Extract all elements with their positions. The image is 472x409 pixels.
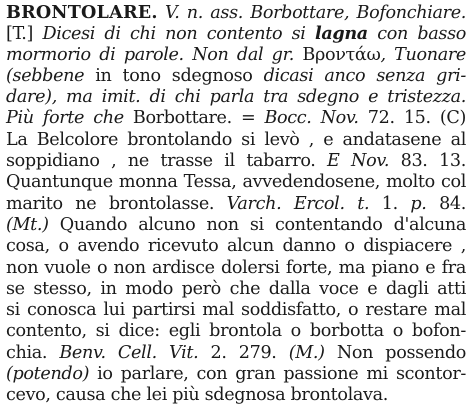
quotation-text: La Belcolore brontolando si levò , e andatasene al <box>6 129 466 150</box>
entry-line <box>6 130 466 151</box>
entry-text: Borbottare. = <box>132 108 265 129</box>
citation-source: p. <box>410 193 427 214</box>
entry-text: mormorio di parole. Non dal gr. <box>6 44 303 65</box>
entry-line <box>6 172 466 193</box>
quotation-text: si conosca lui partirsi mal soddisfatto, o restare mal <box>6 300 466 321</box>
citation-source: Bocc. Nov. <box>264 108 359 129</box>
tag-marker: [T.] <box>6 24 43 45</box>
entry-line <box>6 300 466 321</box>
quotation-text: contento, si dice: egli brontola o borbotta o bofon- <box>6 321 466 342</box>
entry-text: (sebbene <box>6 65 85 86</box>
quotation-text: Non possendo <box>324 342 466 363</box>
headword: BRONTOLARE. <box>6 2 158 23</box>
entry-line <box>6 23 466 44</box>
entry-line <box>6 321 466 342</box>
quotation-text: io parlare, con gran passione mi scontor- <box>89 364 466 385</box>
entry-line <box>6 151 466 172</box>
quotation-text: cosa, o avendo ricevuto alcun danno o dispiacere , <box>6 236 466 257</box>
entry-line <box>6 343 466 364</box>
citation-ref: 1. <box>369 193 411 214</box>
entry-text: dicasi anco senza gri- <box>263 65 467 86</box>
entry-line <box>6 45 466 66</box>
entry-line <box>6 2 466 23</box>
citation-source: (M.) <box>288 342 325 363</box>
quotation-text: non vuole o non ardisce dolersi forte, ma piano e fra <box>6 257 466 278</box>
quotation-text: se stesso, in modo però che dalla voce e dagli atti <box>6 278 466 299</box>
entry-line <box>6 279 466 300</box>
entry-text: Più forte che <box>6 108 133 129</box>
entry-text: , Tuonare <box>380 44 466 65</box>
entry-text: Dicesi di chi non contento si <box>42 24 315 45</box>
entry-line <box>6 236 466 257</box>
quotation-text: Quando alcuno non si contentando d'alcuna <box>48 214 466 235</box>
entry-text: con basso <box>367 24 466 45</box>
entry-line <box>6 385 466 406</box>
quotation-text: marito ne brontolasse. <box>6 193 227 214</box>
emphasized-term: lagna <box>314 23 368 45</box>
citation-source: (Mt.) <box>6 214 49 235</box>
entry-line <box>6 87 466 108</box>
entry-text: (potendo) <box>6 364 90 385</box>
quotation-text: chia. <box>6 342 60 363</box>
citation-source: Varch. Ercol. t. <box>226 193 370 214</box>
quotation-text: Quantunque monna Tessa, avvedendosene, molto col <box>6 172 466 193</box>
entry-line <box>6 194 466 215</box>
citation-ref: 83. 13. <box>389 151 466 172</box>
dictionary-entry <box>6 2 466 407</box>
entry-text: dare), ma imit. di chi parla tra sdegno e tristezza. <box>6 87 466 108</box>
grammar-definition: V. n. ass. Borbottare, Bofonchiare. <box>157 3 466 23</box>
quotation-text: soppidiano , ne trasse il tabarro. <box>6 151 328 172</box>
entry-line <box>6 364 466 385</box>
quotation-text: cevo, causa che lei più sdegnosa brontolava. <box>6 385 389 406</box>
entry-text: in tono sdegnoso <box>84 65 264 86</box>
citation-ref: 2. 279. <box>198 342 289 363</box>
citation-source: Benv. Cell. Vit. <box>59 342 199 363</box>
entry-line <box>6 258 466 279</box>
citation-source: E Nov. <box>327 151 390 172</box>
greek-term: Βροντάω <box>302 44 381 65</box>
entry-line <box>6 66 466 87</box>
citation-ref: 72. 15. (C) <box>358 108 466 129</box>
entry-line <box>6 215 466 236</box>
citation-ref: 84. <box>426 193 466 214</box>
entry-line <box>6 108 466 129</box>
